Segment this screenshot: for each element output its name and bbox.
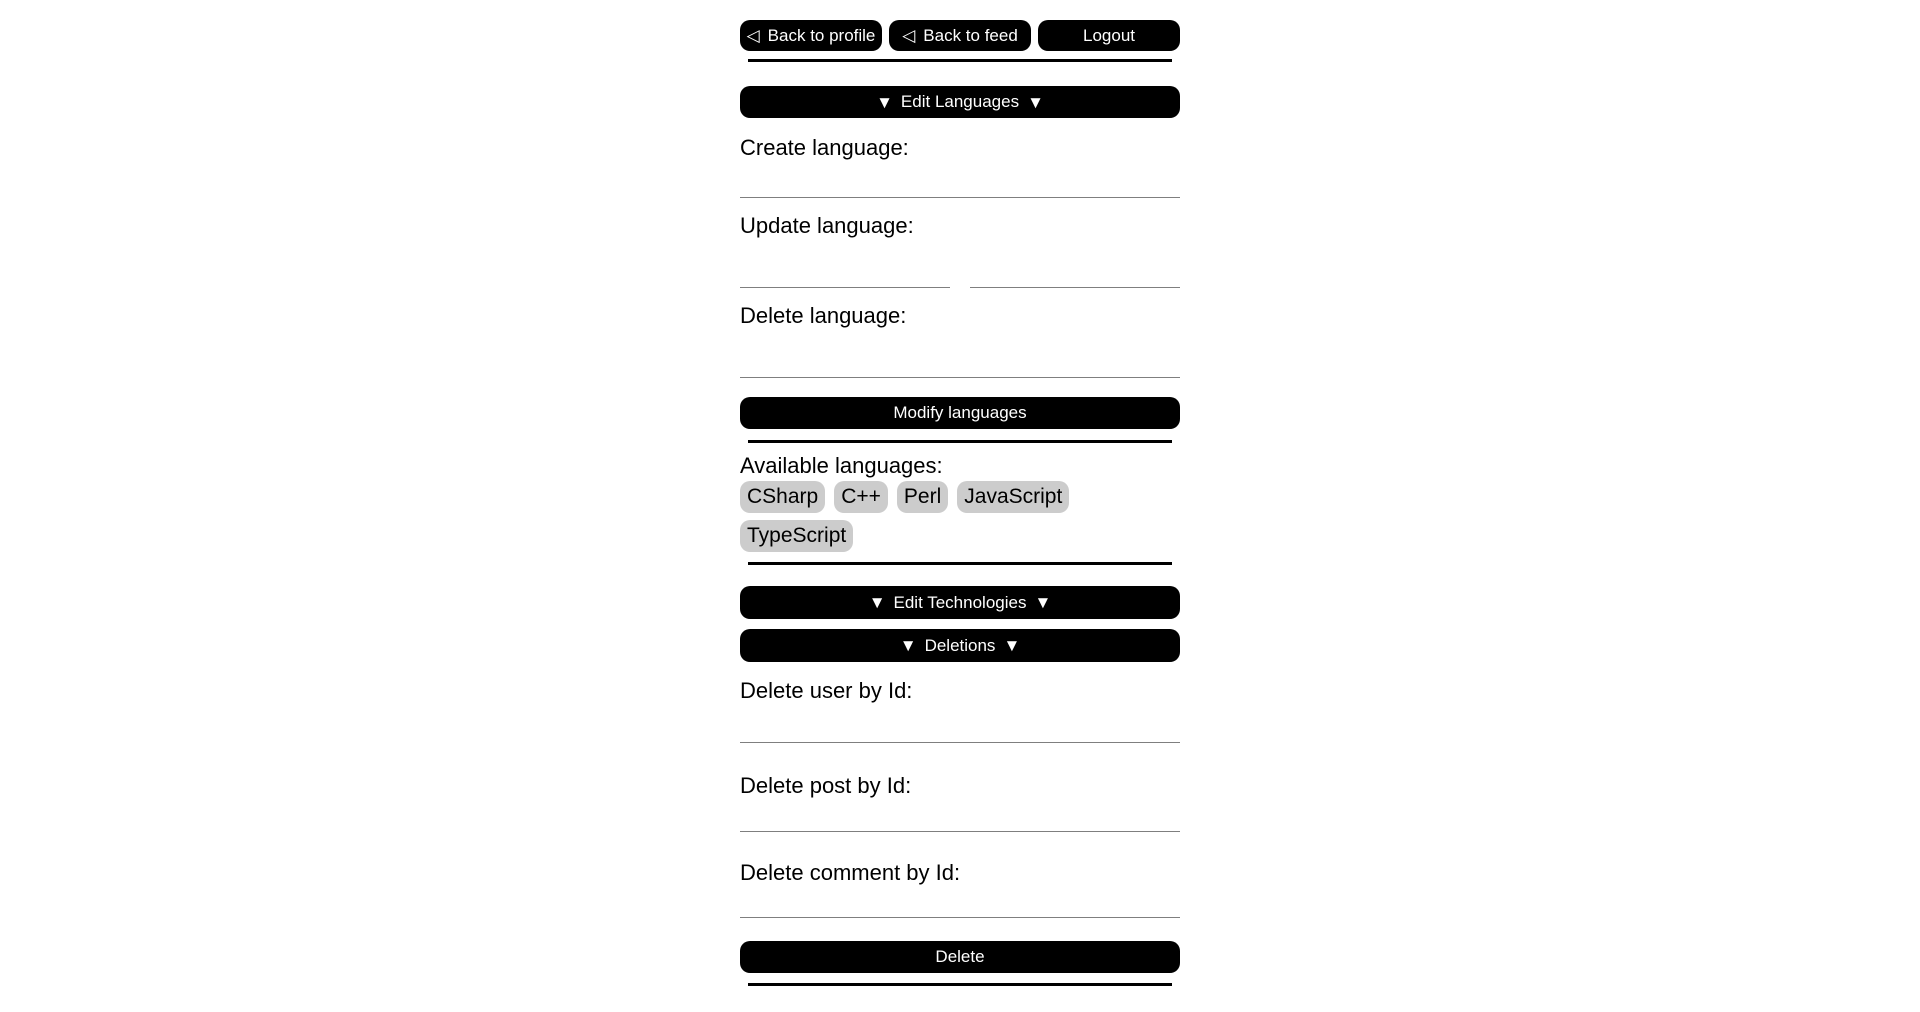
triangle-down-icon: ▼ (1027, 92, 1044, 112)
update-language-row (740, 238, 1180, 288)
back-to-feed-button[interactable] (889, 20, 1031, 51)
create-language-input[interactable] (740, 168, 1180, 198)
delete-button-label: Delete (935, 947, 985, 966)
triangle-down-icon: ▼ (876, 92, 893, 112)
update-language-input-1[interactable] (740, 258, 950, 288)
triangle-down-icon: ▼ (899, 636, 917, 655)
admin-panel (740, 0, 1180, 986)
deletions-toggle-label: Deletions (924, 635, 996, 655)
delete-post-label: Delete post by Id: (740, 773, 912, 798)
logout-button[interactable] (1038, 20, 1180, 51)
delete-comment-input[interactable] (740, 888, 1180, 918)
update-language-input-2[interactable] (970, 258, 1180, 288)
edit-languages-toggle-label: Edit Languages (900, 92, 1020, 111)
language-tag[interactable]: TypeScript (740, 520, 853, 552)
triangle-down-icon: ▼ (1003, 636, 1021, 655)
update-language-label: Update language: (740, 213, 914, 238)
create-language-label: Create language: (740, 135, 909, 160)
language-tag[interactable]: C++ (834, 481, 888, 513)
edit-technologies-toggle[interactable] (740, 586, 1180, 619)
topbar (740, 20, 1180, 51)
back-to-feed-label: Back to feed (923, 25, 1018, 45)
deletions-toggle[interactable] (740, 629, 1180, 662)
available-languages-label: Available languages: (740, 453, 943, 478)
back-to-profile-button[interactable] (740, 20, 882, 51)
triangle-down-icon: ▼ (868, 593, 886, 612)
delete-user-input[interactable] (740, 713, 1180, 743)
triangle-down-icon: ▼ (1034, 593, 1052, 612)
language-tag[interactable]: Perl (897, 481, 948, 513)
delete-user-label: Delete user by Id: (740, 678, 913, 703)
delete-post-input[interactable] (740, 802, 1180, 832)
language-tag[interactable]: JavaScript (957, 481, 1069, 513)
delete-language-label: Delete language: (740, 303, 907, 328)
modify-languages-button[interactable] (740, 397, 1180, 429)
section-divider (748, 59, 1172, 62)
modify-languages-label: Modify languages (893, 403, 1027, 422)
delete-comment-label: Delete comment by Id: (740, 860, 961, 885)
logout-label: Logout (1083, 25, 1135, 45)
edit-languages-toggle[interactable] (740, 86, 1180, 118)
section-divider (748, 562, 1172, 565)
language-tag[interactable]: CSharp (740, 481, 825, 513)
delete-button[interactable] (740, 941, 1180, 973)
back-triangle-icon: ◁ (746, 26, 760, 45)
back-triangle-icon: ◁ (902, 26, 916, 45)
section-divider (748, 440, 1172, 443)
section-divider (748, 983, 1172, 986)
delete-language-input[interactable] (740, 348, 1180, 378)
available-languages-list (740, 481, 1180, 552)
edit-technologies-toggle-label: Edit Technologies (893, 592, 1027, 612)
back-to-profile-label: Back to profile (767, 25, 876, 45)
